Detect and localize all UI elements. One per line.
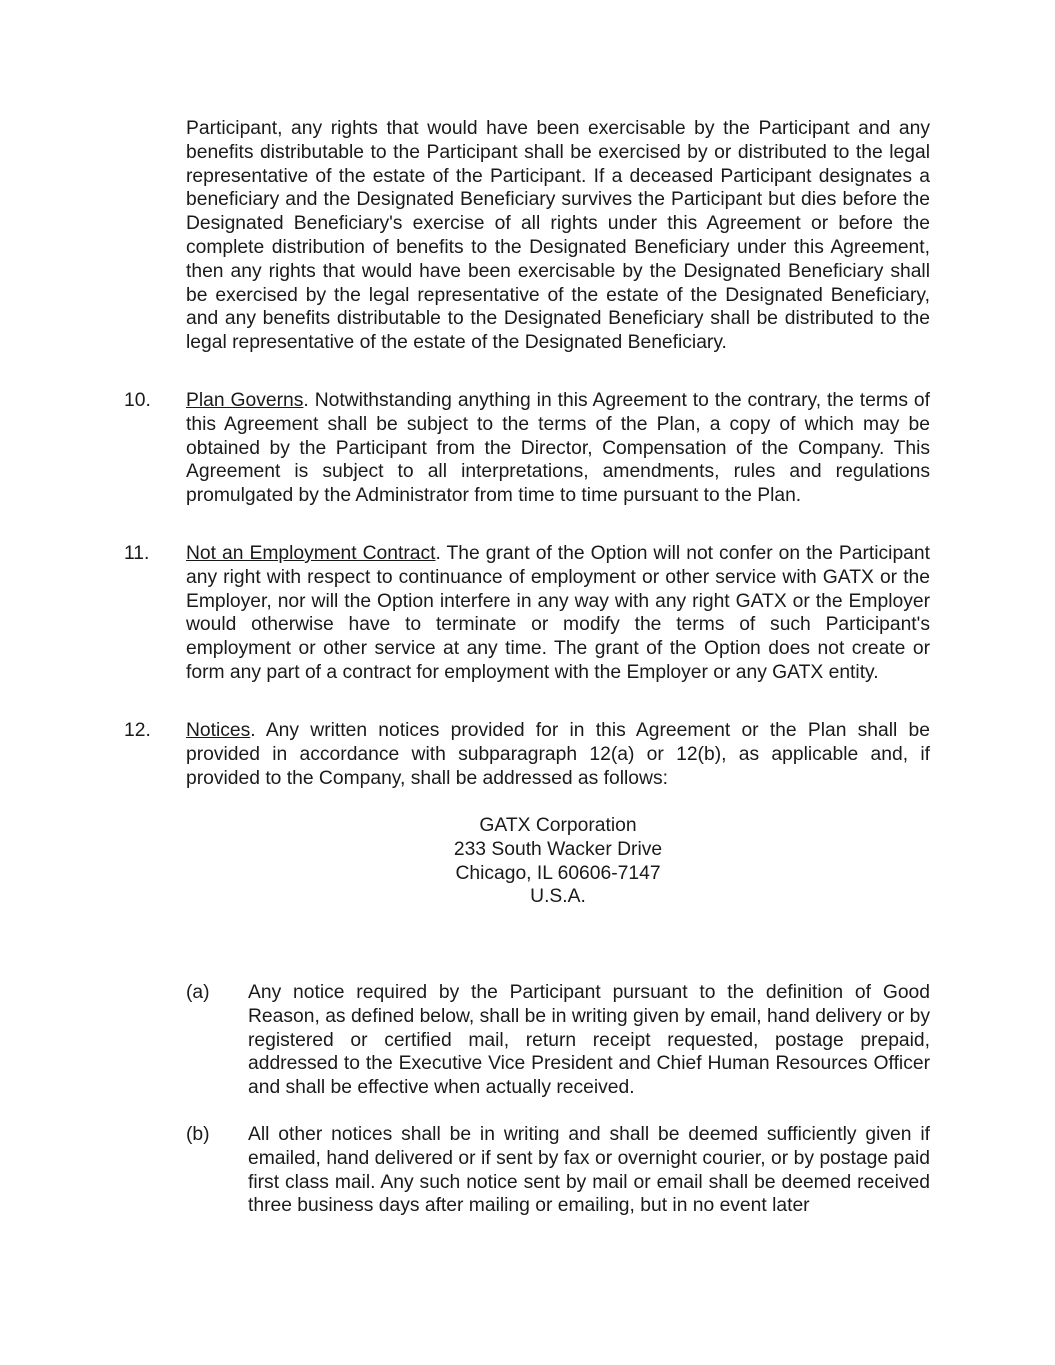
section-number: 12. bbox=[124, 720, 151, 741]
subparagraph-a bbox=[186, 981, 930, 1100]
section-heading: Notices bbox=[186, 720, 251, 741]
section-number: 11. bbox=[124, 543, 150, 564]
section-11 bbox=[124, 542, 930, 685]
section-heading: Not an Employment Contract bbox=[186, 543, 436, 564]
section-body bbox=[186, 389, 930, 508]
section-body bbox=[186, 719, 930, 790]
continuation-paragraph: Participant, any rights that would have been exercisable by the Participant and any benefits distributable to the Participant shall be exercised by or distributed to the legal representative of the estate of the Participant. If a deceased Participant designates a beneficiary and the Designated Beneficiary survives the Participant but dies before the Designated Beneficiary's exercise of all rights under this Agreement or before the complete distribution of benefits to the Designated Beneficiary under this Agreement, then any rights that would have been exercisable by the Designated Beneficiary shall be exercised by the legal representative of the estate of the Designated Beneficiary, and any benefits distributable to the Designated Beneficiary shall be distributed to the legal representative of the estate of the Designated Beneficiary. bbox=[186, 118, 930, 354]
address-line-city: Chicago, IL 60606-7147 bbox=[455, 862, 661, 884]
address-line-country: U.S.A. bbox=[530, 886, 586, 908]
subparagraph-text: All other notices shall be in writing and shall be deemed sufficiently given if emailed, hand delivered or if sent by fax or overnight courier, or by postage paid first class mail. Any such notice sent by mail or email shall be deemed received three business days after mailing or emailing, but in no event later bbox=[248, 1124, 930, 1217]
section-text: . Notwithstanding anything in this Agreement to the contrary, the terms of this Agreement shall be subject to the terms of the Plan, a copy of which may be obtained by the Participant from the Director, Compensation of the Company. This Agreement is subject to all interpretations, amendments, rules and regulations promulgated by the Administrator from time to time pursuant to the Plan. bbox=[186, 390, 930, 507]
section-12 bbox=[124, 719, 930, 790]
address-line-company: GATX Corporation bbox=[479, 815, 637, 836]
subparagraph-label: (a) bbox=[186, 982, 210, 1003]
section-body bbox=[186, 542, 930, 685]
company-address bbox=[186, 814, 930, 909]
subparagraph-text: Any notice required by the Participant pursuant to the definition of Good Reason, as defined below, shall be in writing given by email, hand delivery or by registered or certified mail, return receipt requested, postage prepaid, addressed to the Executive Vice President and Chief Human Resources Officer and shall be effective when actually received. bbox=[248, 982, 930, 1099]
subparagraph-label: (b) bbox=[186, 1124, 210, 1145]
subparagraph-b bbox=[186, 1123, 930, 1218]
section-10 bbox=[124, 389, 930, 508]
address-line-street: 233 South Wacker Drive bbox=[453, 838, 663, 860]
section-text: . Any written notices provided for in this Agreement or the Plan shall be provided in accordance with subparagraph 12(a) or 12(b), as applicable and, if provided to the Company, shall be addressed as follows: bbox=[186, 720, 930, 789]
section-text: . The grant of the Option will not confer on the Participant any right with respect to continuance of employment or other service with GATX or the Employer, nor will the Option interfere in any way with any right GATX or the Employer would otherwise have to terminate or modify the terms of such Participant's employment or other service at any time. The grant of the Option does not create or form any part of a contract for employment with the Employer or any GATX entity. bbox=[186, 543, 930, 683]
section-heading: Plan Governs bbox=[186, 390, 304, 411]
section-number: 10. bbox=[124, 390, 151, 411]
